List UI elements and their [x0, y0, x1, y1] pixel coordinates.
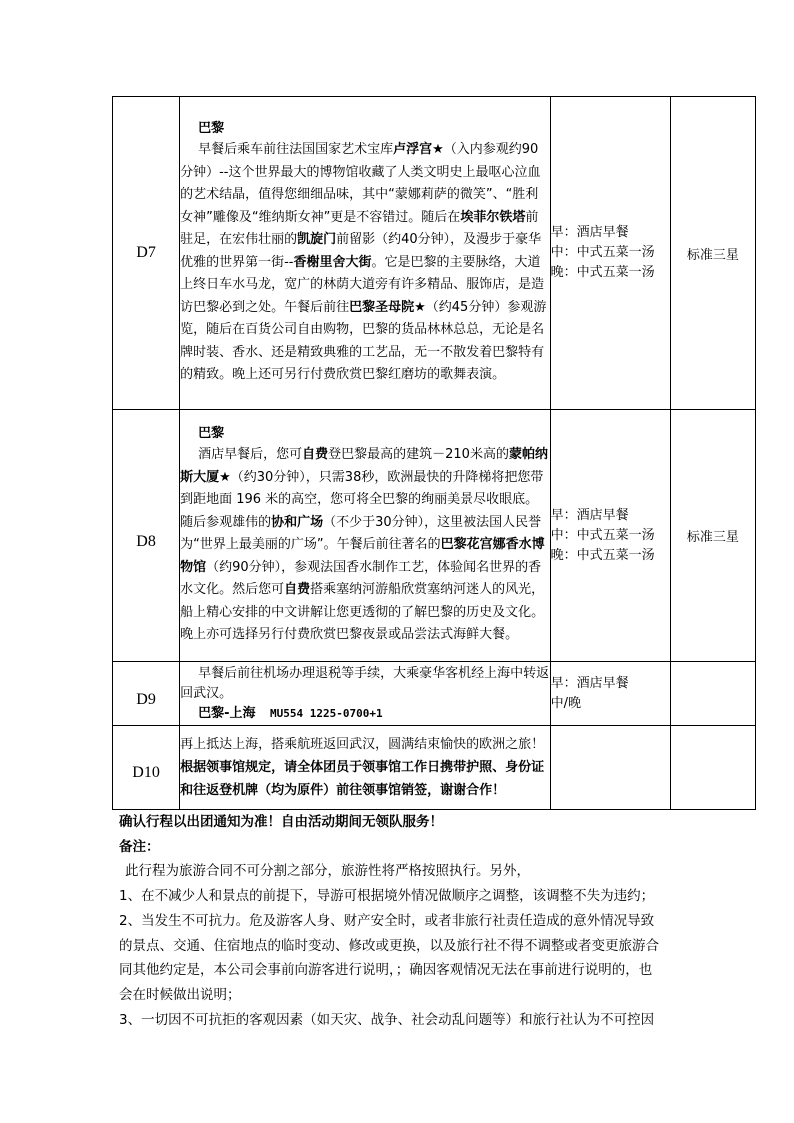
remark-item-2: 2、当发生不可抗力。危及游客人身、财产安全时，或者非旅行社责任造成的意外情况导致 — [119, 912, 655, 929]
remark-item-2-cont: 同其他约定是，本公司会事前向游客进行说明，；确因客观情况无法在事前进行说明的，也 — [119, 962, 653, 979]
visa-return-notice: 根据领事馆规定，请全体团员于领事馆工作日携带护照、身份证和往返登机牌（均为原件）前往领事馆销签，谢谢合作！ — [180, 760, 545, 798]
hotel-cell — [670, 662, 755, 726]
highlighted-place: 香榭里舍大街 — [293, 254, 372, 270]
description-cell — [180, 662, 551, 726]
description-text: 前留影（约40分钟），及漫步于豪华优雅的世界第一街-- — [180, 232, 542, 270]
meal-breakfast: 早：酒店早餐 — [550, 507, 629, 523]
day-cell — [113, 97, 180, 410]
highlighted-place: 埃菲尔铁塔 — [460, 209, 526, 225]
day-cell — [113, 662, 180, 726]
meal-dinner: 晚：中式五菜一汤 — [550, 265, 655, 280]
remark-intro: 此行程为旅游合同不可分割之部分，旅游性将严格按照执行。另外， — [125, 863, 530, 880]
meals-cell — [550, 97, 670, 410]
day-label: D9 — [136, 690, 156, 708]
remark-item-1: 1、在不减少人和景点的前提下，导游可根据境外情况做顺序之调整，该调整不失为违约； — [119, 888, 655, 905]
city-name: 巴黎 — [198, 426, 225, 442]
day-label: D8 — [136, 532, 156, 550]
day-description: 早餐后前往机场办理退税等手续，大乘豪华客机经上海中转返回武汉。 — [180, 665, 550, 701]
meal-lunch: 中：中式五菜一汤 — [550, 527, 655, 543]
remark-item-2-cont: 会在时候做出说明； — [119, 986, 241, 1003]
meal-breakfast: 早：酒店早餐 — [550, 675, 629, 691]
highlighted-place: 凯旋门 — [297, 232, 337, 248]
itinerary-row-d9 — [113, 662, 756, 726]
meals-cell — [550, 662, 670, 726]
description-text: 早餐后乘车前往法国国家艺术宝库 — [198, 142, 394, 158]
description-text: （约90分钟），参观法国香水制作工艺，体验闻名世界的香水文化。然后您可 — [180, 559, 542, 598]
description-text: 酒店早餐后，您可 — [198, 447, 303, 463]
meals-cell — [550, 726, 670, 810]
day-label: D10 — [132, 763, 160, 781]
flight-number: MU554 1225-0700+1 — [270, 706, 383, 720]
highlighted-place: 卢浮宫 — [393, 142, 433, 158]
hotel-standard: 标准三星 — [686, 530, 739, 545]
highlighted-place: 协和广场 — [271, 514, 324, 530]
description-text: ★（入内参观约90分钟）--这个世界最大的博物馆收藏了人类文明史上最呕心泣血的艺术结晶，值得您细细品味，其中“蒙娜莉萨的微笑”、“胜利女神”雕像及“维纳斯女神”更是不容错过。随后在 — [180, 142, 541, 225]
hotel-cell — [670, 97, 755, 410]
itinerary-table — [112, 96, 756, 810]
day-label: D7 — [136, 244, 156, 261]
meal-lunch-dinner: 中/晚 — [550, 695, 582, 711]
confirm-notice: 确认行程以出团通知为准！自由活动期间无领队服务！ — [119, 814, 443, 830]
flight-info — [180, 704, 550, 724]
itinerary-row-d10 — [113, 726, 756, 810]
description-cell — [180, 410, 551, 662]
day-description — [180, 139, 550, 387]
description-cell — [180, 726, 551, 810]
meal-dinner: 晚：中式五菜一汤 — [550, 547, 655, 563]
flight-route: 巴黎-上海 — [198, 705, 256, 721]
hotel-cell — [670, 726, 755, 810]
description-text: ★（约45分钟）参观游览，随后在百货公司自由购物，巴黎的货品林林总总，无论是名牌时装、香水、还是精致典雅的工艺品，无一不散发着巴黎特有的精致。晚上还可另行付费欣赏巴黎红磨坊的歌舞表演。 — [180, 299, 547, 383]
remark-item-2-cont: 的景点、交通、住宿地点的临时变动、修改或更换，以及旅行社不得不调整或者变更旅游合 — [119, 937, 659, 954]
highlighted-place: 蒙帕纳斯大厦 — [180, 447, 548, 485]
highlighted-place: 巴黎圣母院 — [349, 299, 415, 315]
description-text: 前驻足，在宏伟壮丽的 — [180, 209, 539, 248]
description-text: （不少于30分钟），这里被法国人民誉为“世界上最美丽的广场”。午餐后前往著名的 — [180, 514, 542, 553]
meal-lunch: 中：中式五菜一汤 — [550, 245, 655, 260]
description-text: 搭乘塞纳河游船欣赏塞纳河迷人的风光，船上精心安排的中文讲解让您更透彻的了解巴黎的历史及文化。晚上亦可选择另行付费欣赏巴黎夜景或品尝法式海鲜大餐。 — [180, 582, 545, 643]
highlighted-place: 自费 — [284, 582, 311, 598]
description-text: 登巴黎最高的建筑－210米高的 — [328, 447, 509, 463]
day-description: 再上抵达上海，搭乘航班返回武汉，圆满结束愉快的欧洲之旅！ — [180, 737, 545, 752]
highlighted-place: 自费 — [302, 447, 329, 463]
hotel-cell — [670, 410, 755, 662]
day-cell — [113, 726, 180, 810]
itinerary-row-d8 — [113, 410, 756, 662]
notes-section — [119, 810, 679, 1032]
day-description — [180, 444, 550, 647]
remarks-title: 备注： — [119, 838, 160, 855]
description-cell — [180, 97, 551, 410]
remark-item-3: 3、一切因不可抗拒的客观因素（如天灾、战争、社会动乱问题等）和旅行社认为不可控因 — [119, 1011, 655, 1028]
highlighted-place: 巴黎花宫娜香水博物馆 — [180, 537, 545, 575]
meals-cell — [550, 410, 670, 662]
day-cell — [113, 410, 180, 662]
description-text: 。它是巴黎的主要脉络，大道上终日车水马龙，宽广的林荫大道旁有许多精品、服饰店，是造访巴黎必到之处。午餐后前往 — [180, 254, 545, 315]
meal-breakfast: 早：酒店早餐 — [550, 225, 629, 240]
city-name: 巴黎 — [198, 121, 225, 137]
hotel-standard: 标准三星 — [686, 247, 739, 263]
description-text: ★（约30分钟），只需38秒，欧洲最快的升降梯将把您带到距地面 196 米的高空，您可将全巴黎的绚丽美景尽收眼底。随后参观雄伟的 — [180, 469, 544, 530]
itinerary-row-d7 — [113, 97, 756, 410]
